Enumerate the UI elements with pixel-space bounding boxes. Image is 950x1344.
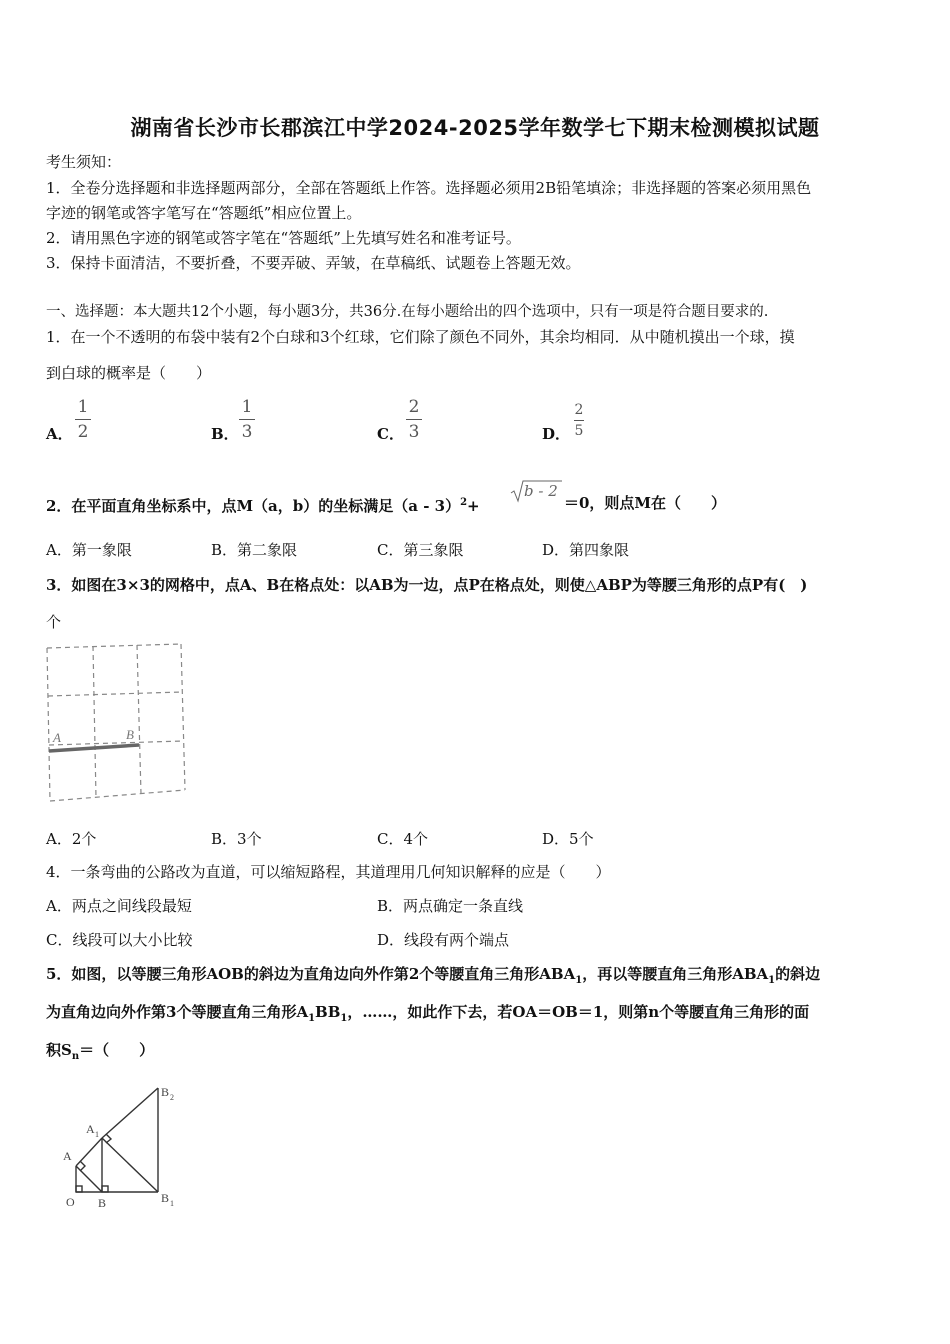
label-b: B [98, 1196, 107, 1210]
q2-option-a: A．第一象限 [46, 541, 132, 559]
q3-option-c: C．4个 [377, 830, 429, 848]
fraction-bar [574, 420, 584, 421]
q5-line2-sub-1: 1 [308, 1013, 316, 1024]
q2-stem-part-b: ＝0，则点M在（ ） [564, 494, 727, 512]
q1-option-b-label: B． [211, 425, 239, 443]
notice-item-1: 1．全卷分选择题和非选择题两部分，全部在答题纸上作答。选择题必须用2B铅笔填涂；非选择题的答案必须用黑色 [46, 179, 812, 197]
label-b2: B [161, 1085, 170, 1099]
q1-stem-line2: 到白球的概率是（ ） [46, 364, 212, 382]
q4-option-d: D．线段有两个端点 [377, 931, 510, 949]
q4-stem: 4．一条弯曲的公路改为直道，可以缩短路程，其道理用几何知识解释的应是（ ） [46, 863, 611, 881]
point-b-label: B [126, 727, 134, 742]
q5-line2-sub-2: 1 [340, 1013, 348, 1024]
q5-stem-line1 [46, 964, 820, 991]
q2-stem-part-a: 2．在平面直角坐标系中，点M（a，b）的坐标满足（a - 3） [46, 497, 461, 515]
label-b1-sub: 1 [170, 1199, 174, 1208]
fraction-numerator: 2 [574, 402, 584, 418]
q3-stem-line1: 3．如图在3×3的网格中，点A、B在格点处：以AB为一边，点P在格点处，则使△ABP为等腰三角形的点P有( ) [46, 576, 808, 594]
point-a-label: A [53, 730, 61, 745]
q5-line1-part-c: 的斜边 [775, 965, 821, 983]
fraction-numerator: 1 [77, 397, 89, 417]
q3-stem-line2: 个 [46, 613, 62, 631]
q3-grid-figure [44, 638, 189, 808]
q5-stem-line2 [46, 1002, 809, 1029]
notice-heading: 考生须知： [46, 153, 122, 171]
q1-option-d-label: D． [542, 425, 571, 443]
q1-option-c-fraction [403, 397, 425, 442]
q1-option-a-fraction [72, 397, 94, 442]
q1-option-c-label: C． [377, 425, 404, 443]
fraction-bar [406, 419, 422, 420]
q5-line3-sub: n [71, 1051, 80, 1062]
q3-option-b: B．3个 [211, 830, 262, 848]
q5-stem-line3 [46, 1040, 154, 1067]
notice-item-2: 2．请用黑色字迹的钢笔或答字笔在“答题纸”上先填写姓名和准考证号。 [46, 229, 521, 247]
q2-plus: + [467, 497, 480, 515]
label-b2-sub: 2 [170, 1093, 174, 1102]
fraction-denominator: 3 [241, 422, 253, 442]
fraction-denominator: 2 [77, 422, 89, 442]
q5-line1-part-a: 5．如图，以等腰三角形AOB的斜边为直角边向外作第2个等腰直角三角形ABA [46, 965, 576, 983]
triangle-lines [76, 1088, 158, 1192]
label-o: O [66, 1195, 75, 1209]
q5-line1-part-b: ，再以等腰直角三角形ABA [582, 965, 769, 983]
q1-stem-line1: 1．在一个不透明的布袋中装有2个白球和3个红球，它们除了颜色不同外，其余均相同．从中随机摸出一个球，摸 [46, 328, 795, 346]
q2-radicand: b - 2 [524, 482, 558, 500]
label-b1: B [161, 1191, 170, 1205]
section-heading: 一、选择题：本大题共12个小题，每小题3分，共36分.在每小题给出的四个选项中，只有一项是符合题目要求的. [46, 304, 769, 320]
q2-option-c: C．第三象限 [377, 541, 464, 559]
fraction-numerator: 2 [408, 397, 420, 417]
q1-option-d-fraction [571, 402, 587, 439]
q2-stem [46, 493, 480, 516]
q4-option-c: C．线段可以大小比较 [46, 931, 193, 949]
q5-line2-part-c: ，……，如此作下去，若OA＝OB＝1，则第n个等腰直角三角形的面 [347, 1003, 810, 1021]
q5-line1-sub-2: 1 [768, 975, 776, 986]
segment-ab [49, 745, 139, 751]
q2-exponent: 2 [460, 497, 468, 508]
label-a1-sub: 1 [95, 1130, 99, 1139]
fraction-bar [75, 419, 91, 420]
fraction-bar [239, 419, 255, 420]
fraction-numerator: 1 [241, 397, 253, 417]
label-a: A [63, 1149, 72, 1163]
q3-option-a: A．2个 [46, 830, 97, 848]
fraction-denominator: 5 [574, 423, 584, 439]
label-a1: A [86, 1122, 95, 1136]
fraction-denominator: 3 [408, 422, 420, 442]
grid-lines [47, 644, 185, 801]
q4-option-a: A．两点之间线段最短 [46, 897, 192, 915]
q1-option-b-fraction [236, 397, 258, 442]
q5-line1-sub-1: 1 [575, 975, 583, 986]
q4-option-b: B．两点确定一条直线 [377, 897, 524, 915]
page-title: 湖南省长沙市长郡滨江中学2024-2025学年数学七下期末检测模拟试题 [130, 116, 820, 140]
notice-item-3: 3．保持卡面清洁，不要折叠，不要弄破、弄皱，在草稿纸、试题卷上答题无效。 [46, 254, 581, 272]
q5-line2-part-a: 为直角边向外作第3个等腰直角三角形A [46, 1003, 309, 1021]
notice-item-1-cont: 字迹的钢笔或答字笔写在“答题纸”相应位置上。 [46, 204, 362, 222]
q2-option-b: B．第二象限 [211, 541, 298, 559]
q5-line2-part-b: BB [315, 1003, 341, 1021]
q1-option-a-label: A． [46, 425, 73, 443]
q2-option-d: D．第四象限 [542, 541, 630, 559]
q5-triangle-figure [58, 1080, 198, 1220]
q5-line3-part-b: ＝（ ） [79, 1041, 155, 1059]
q5-line3-part-a: 积S [46, 1041, 72, 1059]
q3-option-d: D．5个 [542, 830, 594, 848]
